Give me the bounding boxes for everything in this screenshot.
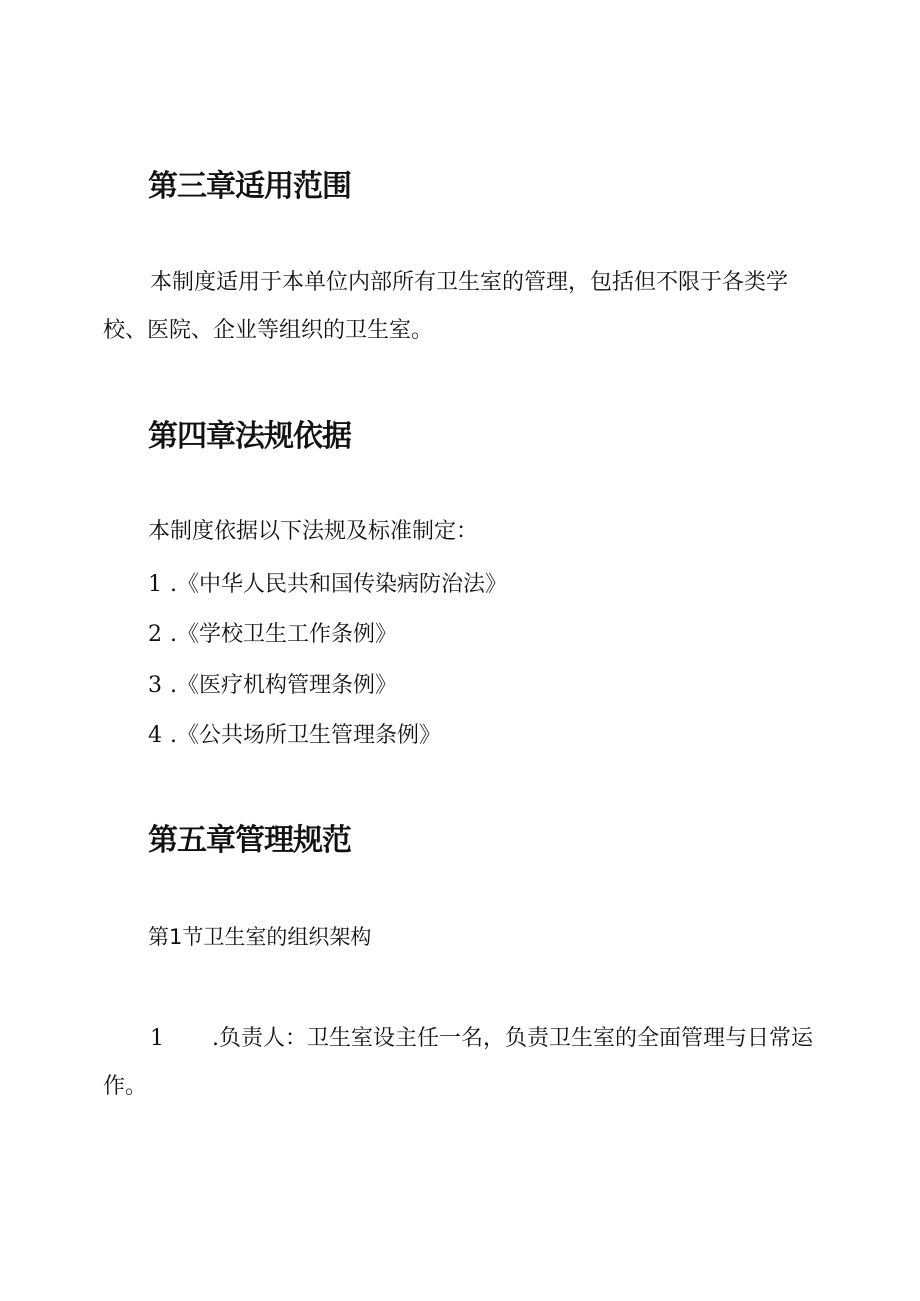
list-item-text: .《医疗机构管理条例》	[170, 673, 397, 698]
chapter-5-heading: 第五章管理规范	[148, 823, 351, 858]
list-item-text: .《学校卫生工作条例》	[170, 622, 397, 647]
law-list-item	[148, 624, 397, 646]
chapter-3-paragraph-line-1: 本制度适用于本单位内部所有卫生室的管理，包括但不限于各类学	[150, 270, 789, 295]
list-item-number: 1	[148, 572, 162, 597]
chapter-3-heading: 第三章适用范围	[148, 169, 351, 204]
list-item-text: .《中华人民共和国传染病防治法》	[170, 572, 507, 597]
responsibility-number: 1	[150, 1026, 164, 1051]
chapter-3-paragraph-line-2: 校、医院、企业等组织的卫生室。	[103, 318, 434, 343]
list-item-number: 2	[148, 622, 162, 647]
responsibility-line-2: 作。	[103, 1074, 148, 1099]
chapter-4-intro: 本制度依据以下法规及标准制定：	[148, 519, 479, 544]
law-list-item	[148, 725, 441, 747]
law-list-item	[148, 675, 397, 697]
chapter-4-heading: 第四章法规依据	[148, 419, 351, 454]
section-1-title: 第1节卫生室的组织架构	[148, 925, 372, 949]
list-item-number: 3	[148, 673, 162, 698]
responsibility-line-1: .负责人：卫生室设主任一名，负责卫生室的全面管理与日常运	[212, 1026, 813, 1051]
list-item-number: 4	[148, 723, 162, 748]
list-item-text: .《公共场所卫生管理条例》	[170, 723, 441, 748]
law-list-item	[148, 574, 507, 596]
